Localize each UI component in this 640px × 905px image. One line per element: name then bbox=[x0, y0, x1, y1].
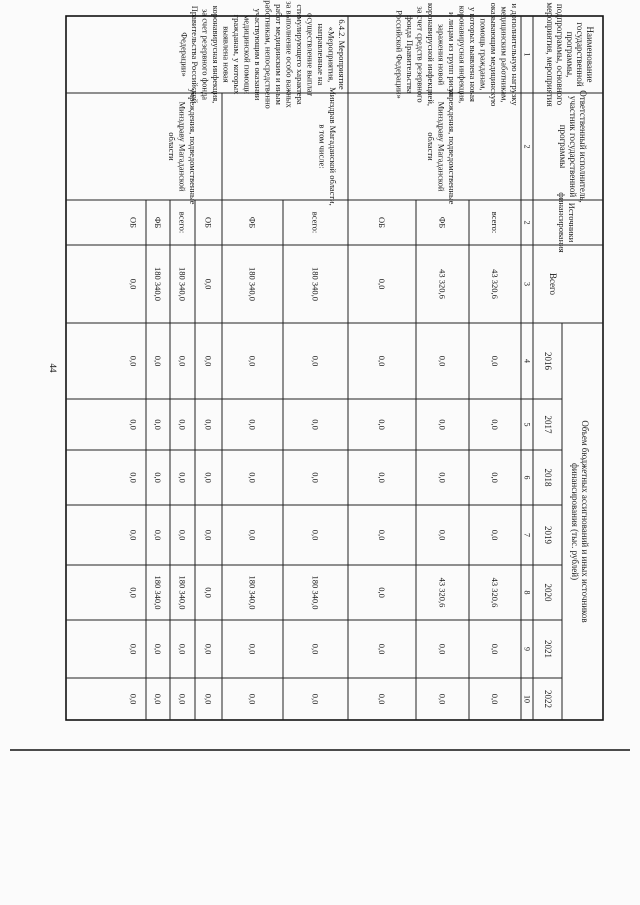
year-value-cell: 43 320,6 bbox=[437, 577, 448, 608]
header-year: 2022 bbox=[543, 690, 553, 708]
source-cell: ФБ bbox=[153, 216, 163, 229]
year-value-cell: 0,0 bbox=[128, 355, 139, 367]
year-value-cell: 0,0 bbox=[128, 419, 139, 430]
block-a-name: коронавирусная инфекция, bbox=[457, 5, 468, 104]
total-cell: 43 320,6 bbox=[490, 269, 500, 299]
year-value-cell: 0,0 bbox=[437, 643, 448, 655]
year-value-cell: 0,0 bbox=[177, 355, 188, 367]
header-responsible-column: Ответственный исполнитель, bbox=[578, 90, 588, 203]
header-year: 2020 bbox=[543, 583, 553, 602]
year-value-cell: 0,0 bbox=[203, 419, 214, 430]
year-value-cell: 0,0 bbox=[247, 643, 258, 655]
total-cell: 0,0 bbox=[128, 278, 139, 290]
block-b-name: работникам, непосредственно bbox=[263, 0, 274, 109]
year-value-cell: 0,0 bbox=[310, 419, 321, 430]
year-value-cell: 0,0 bbox=[203, 643, 214, 655]
year-value-cell: 0,0 bbox=[128, 693, 139, 705]
header-name-column: подпрограммы, основного bbox=[555, 3, 565, 106]
year-value-cell: 0,0 bbox=[490, 472, 500, 483]
header-year: 2016 bbox=[543, 352, 553, 370]
year-value-cell: 0,0 bbox=[153, 472, 163, 483]
block-b-name: выявлена новая bbox=[221, 26, 232, 83]
block-a-name: заражения новой bbox=[436, 23, 447, 86]
year-value-cell: 0,0 bbox=[177, 693, 188, 705]
header-year: 2021 bbox=[543, 640, 553, 658]
header-year: 2019 bbox=[543, 526, 553, 544]
year-value-cell: 0,0 bbox=[377, 472, 387, 483]
block-b-name: участвующим в оказании bbox=[253, 8, 263, 101]
column-number: 1 bbox=[522, 52, 532, 57]
total-cell: 180 340,0 bbox=[153, 267, 163, 301]
block-b-name: «Мероприятия, bbox=[326, 26, 337, 83]
block-b-responsible-sub: учреждения, подведомственные bbox=[188, 88, 198, 205]
year-value-cell: 0,0 bbox=[177, 529, 188, 541]
source-cell: ОБ bbox=[203, 216, 214, 229]
block-b-name: коронавирусная инфекция, bbox=[211, 5, 221, 104]
total-cell: 180 340,0 bbox=[247, 267, 258, 301]
block-b-responsible-sub: Минздраву Магаданской bbox=[177, 101, 188, 192]
year-value-cell: 0,0 bbox=[310, 355, 321, 367]
year-value-cell: 0,0 bbox=[247, 355, 258, 367]
header-name-column: программы, bbox=[565, 31, 575, 78]
source-cell: всего: bbox=[177, 211, 188, 234]
block-a-name: у которых выявлена новая bbox=[468, 7, 478, 102]
block-a-name: коронавирусной инфекцией, bbox=[426, 2, 436, 107]
block-a-name: фонда Правительства bbox=[405, 15, 415, 94]
block-a-name: и дополнительную нагрузку bbox=[510, 3, 520, 106]
year-value-cell: 0,0 bbox=[153, 643, 163, 655]
year-value-cell: 0,0 bbox=[153, 419, 163, 430]
block-a-name: медицинским работникам, bbox=[499, 6, 510, 103]
year-value-cell: 0,0 bbox=[437, 529, 448, 541]
page-number: 44 bbox=[48, 363, 58, 373]
column-number: 9 bbox=[522, 647, 532, 651]
year-value-cell: 0,0 bbox=[203, 587, 214, 598]
year-value-cell: 0,0 bbox=[128, 472, 139, 483]
year-value-cell: 0,0 bbox=[177, 472, 188, 483]
source-cell: всего: bbox=[310, 211, 321, 234]
year-value-cell: 0,0 bbox=[247, 472, 258, 483]
header-source-column: Источники bbox=[567, 202, 577, 243]
block-b-name: за выполнение особо важных bbox=[284, 1, 295, 108]
year-value-cell: 0,0 bbox=[377, 587, 387, 598]
block-a-name: Российской Федерации» bbox=[394, 10, 405, 99]
source-cell: ОБ bbox=[377, 216, 387, 229]
year-value-cell: 0,0 bbox=[377, 529, 387, 541]
year-value-cell: 0,0 bbox=[377, 693, 387, 705]
header-year: 2017 bbox=[543, 415, 553, 434]
header-year: 2018 bbox=[543, 468, 553, 487]
block-a-name: за счет средств резервного bbox=[415, 6, 426, 103]
block-b-responsible-main: в том числе: bbox=[317, 124, 328, 169]
header-name-column: государственной bbox=[575, 22, 585, 87]
source-cell: ОБ bbox=[128, 216, 139, 229]
year-value-cell: 0,0 bbox=[310, 472, 321, 483]
year-value-cell: 180 340,0 bbox=[247, 575, 258, 610]
total-cell: 43 320,6 bbox=[437, 269, 448, 299]
year-value-cell: 0,0 bbox=[153, 693, 163, 705]
source-cell: ФБ bbox=[437, 216, 448, 229]
year-value-cell: 0,0 bbox=[377, 419, 387, 430]
column-number: 7 bbox=[522, 533, 532, 537]
block-b-name: гражданам, у которых bbox=[232, 14, 242, 95]
year-value-cell: 180 340,0 bbox=[177, 575, 188, 610]
block-a-name: и лицам из групп риска bbox=[447, 12, 457, 97]
block-b-name: Федерации» bbox=[179, 32, 190, 77]
year-value-cell: 0,0 bbox=[247, 693, 258, 705]
budget-table-cells bbox=[129, 0, 596, 708]
year-value-cell: 43 320,6 bbox=[490, 577, 500, 608]
column-number: 5 bbox=[522, 422, 532, 427]
year-value-cell: 180 340,0 bbox=[153, 575, 163, 610]
year-value-cell: 0,0 bbox=[437, 355, 448, 367]
block-a-responsible: области bbox=[426, 132, 436, 161]
column-number: 8 bbox=[522, 590, 532, 595]
year-value-cell: 0,0 bbox=[203, 693, 214, 705]
block-a-responsible: учреждения, подведомственные bbox=[447, 88, 457, 205]
block-b-name: медицинской помощи bbox=[242, 14, 253, 95]
year-value-cell: 0,0 bbox=[377, 355, 387, 367]
column-number: 4 bbox=[522, 359, 532, 363]
block-b-name: осуществление выплат bbox=[305, 12, 316, 97]
source-cell: всего: bbox=[490, 211, 500, 234]
year-value-cell: 0,0 bbox=[153, 529, 163, 541]
year-value-cell: 0,0 bbox=[203, 472, 214, 483]
year-value-cell: 0,0 bbox=[490, 419, 500, 430]
block-b-name: направленные на bbox=[316, 23, 326, 86]
header-volume-group: финансирования (тыс. рублей) bbox=[570, 462, 580, 581]
block-b-name: стимулирующего характера bbox=[295, 4, 305, 105]
column-number: 3 bbox=[522, 282, 532, 286]
year-value-cell: 0,0 bbox=[310, 529, 321, 541]
total-cell: 180 340,0 bbox=[177, 267, 188, 301]
year-value-cell: 0,0 bbox=[203, 529, 214, 541]
year-value-cell: 0,0 bbox=[310, 693, 321, 705]
block-b-responsible-main: Минздрав Магаданской области, bbox=[328, 87, 338, 206]
header-volume-group: Объем бюджетных ассигнований и иных источников bbox=[580, 420, 590, 623]
year-value-cell: 0,0 bbox=[203, 355, 214, 367]
header-name-column: мероприятия, мероприятия bbox=[545, 2, 555, 107]
year-value-cell: 0,0 bbox=[128, 587, 139, 598]
year-value-cell: 0,0 bbox=[437, 419, 448, 430]
block-b-responsible-sub: области bbox=[167, 132, 177, 161]
block-b-name: Правительства Российской bbox=[190, 5, 200, 104]
header-responsible-column: участник государственной bbox=[568, 95, 578, 198]
block-a-name: оказывающим медицинскую bbox=[489, 2, 499, 107]
block-b-name: 6.4.2. Мероприятие bbox=[337, 19, 347, 90]
year-value-cell: 0,0 bbox=[490, 355, 500, 367]
year-value-cell: 0,0 bbox=[490, 643, 500, 655]
year-value-cell: 0,0 bbox=[437, 693, 448, 705]
header-responsible-column: программы bbox=[558, 124, 568, 169]
year-value-cell: 180 340,0 bbox=[310, 575, 321, 610]
column-number: 2 bbox=[522, 144, 532, 149]
year-value-cell: 0,0 bbox=[177, 643, 188, 655]
year-value-cell: 0,0 bbox=[437, 472, 448, 483]
year-value-cell: 0,0 bbox=[153, 355, 163, 367]
block-a-responsible: Минздраву Магаданской bbox=[436, 101, 447, 192]
year-value-cell: 0,0 bbox=[128, 643, 139, 655]
year-value-cell: 0,0 bbox=[377, 643, 387, 655]
year-value-cell: 0,0 bbox=[247, 419, 258, 430]
year-value-cell: 0,0 bbox=[490, 693, 500, 705]
header-total: Всего bbox=[548, 272, 558, 296]
year-value-cell: 0,0 bbox=[310, 643, 321, 655]
block-a-name: помощь гражданам, bbox=[478, 18, 489, 91]
total-cell: 0,0 bbox=[203, 278, 214, 290]
block-b-name: работ медицинским и иным bbox=[274, 4, 284, 105]
year-value-cell: 0,0 bbox=[128, 529, 139, 541]
year-value-cell: 0,0 bbox=[177, 419, 188, 430]
header-name-column: Наименование bbox=[585, 26, 595, 83]
total-cell: 0,0 bbox=[377, 278, 387, 290]
source-cell: ФБ bbox=[247, 216, 258, 229]
year-value-cell: 0,0 bbox=[490, 529, 500, 541]
year-value-cell: 0,0 bbox=[247, 529, 258, 541]
block-b-name: за счет резервного фонда bbox=[200, 8, 211, 101]
column-number: 2 bbox=[522, 220, 532, 225]
column-number: 6 bbox=[522, 475, 532, 480]
header-source-column: финансирования bbox=[557, 192, 567, 253]
total-cell: 180 340,0 bbox=[310, 267, 321, 301]
column-number: 10 bbox=[522, 695, 532, 703]
